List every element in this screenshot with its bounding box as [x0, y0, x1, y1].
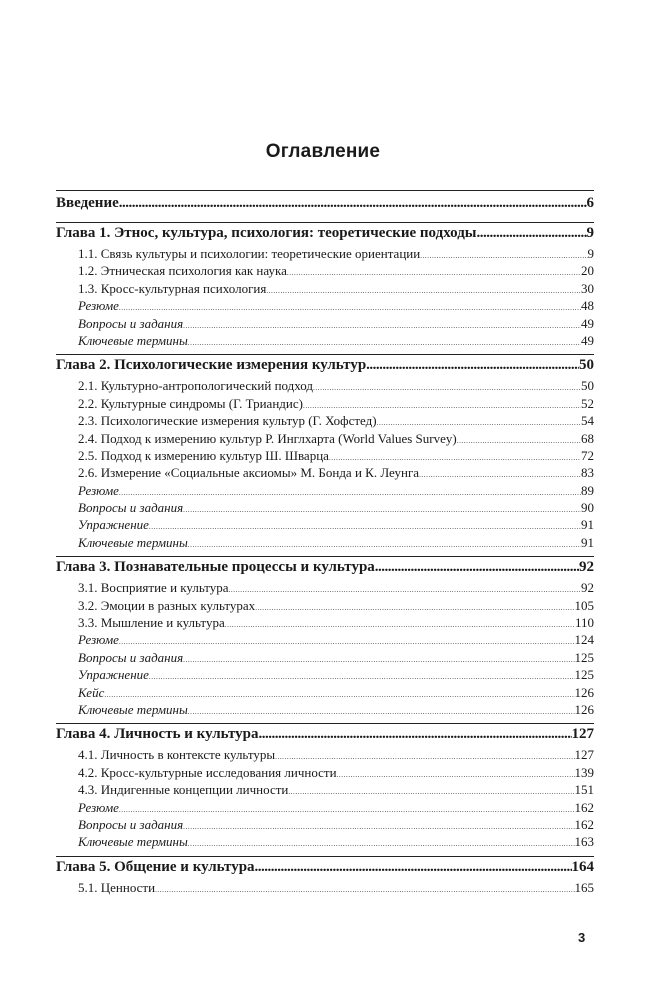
- entry-page: 162: [574, 799, 594, 815]
- toc-section-entry[interactable]: [56, 535, 594, 552]
- dot-leader: [287, 269, 581, 277]
- dot-leader: [119, 304, 581, 312]
- entry-page: 48: [581, 298, 594, 314]
- table-of-contents: [56, 190, 594, 901]
- entry-page: 89: [581, 482, 594, 498]
- dot-leader: [188, 541, 581, 549]
- entry-page: 105: [574, 597, 594, 613]
- toc-section-entry[interactable]: [56, 765, 594, 782]
- entry-label: 3.3. Мышление и культура: [78, 615, 225, 631]
- dot-leader: [375, 559, 579, 576]
- entry-label: Ключевые термины: [78, 332, 188, 348]
- entry-label: Вопросы и задания: [78, 649, 184, 665]
- entry-label: Ключевые термины: [78, 701, 188, 717]
- dot-leader: [155, 886, 574, 894]
- entry-label: Вопросы и задания: [78, 816, 184, 832]
- entry-label: Резюме: [78, 482, 119, 498]
- dot-leader: [366, 357, 579, 374]
- toc-section-entry[interactable]: [56, 702, 594, 719]
- toc-chapter-block: [56, 723, 594, 855]
- entry-page: 162: [574, 816, 594, 832]
- entry-page: 90: [581, 500, 594, 516]
- entry-label: 2.6. Измерение «Социальные аксиомы» М. Бонда и К. Леунга: [78, 465, 420, 481]
- dot-leader: [229, 586, 581, 594]
- entry-page: 20: [581, 263, 594, 279]
- toc-section-entry[interactable]: [56, 413, 594, 430]
- entry-page: 125: [574, 649, 594, 665]
- entry-label: 3.1. Восприятие и культура: [78, 580, 229, 596]
- toc-section-entry[interactable]: [56, 667, 594, 684]
- entry-page: 127: [571, 726, 594, 743]
- entry-label: 4.1. Личность в контексте культуры: [78, 747, 276, 763]
- toc-section-entry[interactable]: [56, 800, 594, 817]
- dot-leader: [266, 287, 581, 295]
- dot-leader: [337, 771, 575, 779]
- entry-label: Кейс: [78, 684, 105, 700]
- dot-leader: [149, 523, 581, 531]
- toc-section-entry[interactable]: [56, 632, 594, 649]
- toc-section-entry[interactable]: [56, 685, 594, 702]
- entry-label: Введение: [56, 195, 119, 211]
- entry-page: 52: [581, 395, 594, 411]
- toc-section-entry[interactable]: [56, 281, 594, 298]
- toc-chapter-entry[interactable]: [56, 559, 594, 580]
- entry-page: 92: [581, 580, 594, 596]
- entry-label: Глава 1. Этнос, культура, психология: теоретические подходы: [56, 225, 477, 241]
- toc-section-entry[interactable]: [56, 517, 594, 534]
- dot-leader: [303, 402, 581, 410]
- entry-page: 127: [574, 747, 594, 763]
- entry-label: 1.1. Связь культуры и психологии: теоретические ориентации: [78, 246, 421, 261]
- entry-label: 4.3. Индигенные концепции личности: [78, 782, 289, 798]
- entry-page: 72: [581, 447, 594, 463]
- toc-section-entry[interactable]: [56, 817, 594, 834]
- entry-label: Ключевые термины: [78, 534, 188, 550]
- dot-leader: [457, 437, 581, 445]
- entry-label: 2.4. Подход к измерению культур Р. Инглхарта (World Values Survey): [78, 430, 457, 446]
- entry-label: Глава 3. Познавательные процессы и культура: [56, 559, 375, 576]
- dot-leader: [275, 753, 574, 761]
- dot-leader: [119, 806, 575, 814]
- toc-section-entry[interactable]: [56, 298, 594, 315]
- entry-page: 49: [581, 315, 594, 331]
- toc-section-entry[interactable]: [56, 316, 594, 333]
- toc-chapter-entry[interactable]: [56, 357, 594, 378]
- entry-label: Глава 4. Личность и культура: [56, 726, 259, 743]
- dot-leader: [188, 339, 581, 347]
- toc-chapter-block: [56, 354, 594, 556]
- toc-section-entry[interactable]: [56, 782, 594, 799]
- entry-page: 30: [581, 280, 594, 296]
- entry-label: 2.5. Подход к измерению культур Ш. Шварца: [78, 447, 329, 463]
- dot-leader: [119, 638, 575, 646]
- entry-page: 50: [579, 357, 594, 374]
- entry-label: 1.3. Кросс-культурная психология: [78, 280, 267, 296]
- toc-section-entry[interactable]: [56, 747, 594, 764]
- dot-leader: [477, 225, 587, 242]
- toc-section-entry[interactable]: [56, 431, 594, 448]
- toc-section-entry[interactable]: [56, 483, 594, 500]
- entry-label: 2.2. Культурные синдромы (Г. Триандис): [78, 395, 303, 411]
- entry-page: 165: [574, 879, 594, 895]
- entry-page: 124: [574, 632, 594, 648]
- toc-intro-entry[interactable]: [56, 195, 594, 216]
- toc-section-entry[interactable]: [56, 598, 594, 615]
- entry-page: 92: [579, 559, 594, 576]
- dot-leader: [188, 708, 575, 716]
- entry-page: 110: [574, 615, 594, 631]
- entry-label: Резюме: [78, 632, 119, 648]
- entry-label: 2.1. Культурно-антропологический подход: [78, 378, 314, 394]
- entry-page: 54: [581, 413, 594, 429]
- dot-leader: [104, 691, 574, 699]
- entry-label: Вопросы и задания: [78, 315, 184, 331]
- page-number: 3: [578, 930, 586, 945]
- entry-page: 9: [587, 246, 594, 261]
- page-title: Оглавление: [265, 141, 381, 162]
- toc-section-entry[interactable]: [56, 500, 594, 517]
- entry-label: Ключевые термины: [78, 834, 188, 850]
- dot-leader: [183, 823, 574, 831]
- entry-label: Резюме: [78, 298, 119, 314]
- toc-chapter-block: [56, 856, 594, 901]
- toc-section-entry[interactable]: [56, 650, 594, 667]
- entry-page: 139: [574, 764, 594, 780]
- toc-section-entry[interactable]: [56, 246, 594, 263]
- dot-leader: [420, 252, 587, 260]
- dot-leader: [313, 384, 581, 392]
- entry-page: 125: [574, 667, 594, 683]
- entry-label: 3.2. Эмоции в разных культурах: [78, 597, 256, 613]
- entry-label: Упражнение: [78, 517, 149, 533]
- entry-label: Глава 2. Психологические измерения культур: [56, 357, 367, 374]
- toc-section-entry[interactable]: [56, 378, 594, 395]
- toc-intro-block: [56, 190, 594, 222]
- entry-page: 6: [586, 195, 594, 211]
- entry-page: 91: [581, 517, 594, 533]
- toc-section-entry[interactable]: [56, 465, 594, 482]
- toc-section-entry[interactable]: [56, 580, 594, 597]
- entry-page: 68: [581, 430, 594, 446]
- toc-chapters: [56, 222, 594, 901]
- entry-label: 4.2. Кросс-культурные исследования личности: [78, 764, 337, 780]
- entry-label: 1.2. Этническая психология как наука: [78, 263, 287, 279]
- entry-label: Вопросы и задания: [78, 500, 184, 516]
- dot-leader: [377, 419, 581, 427]
- dot-leader: [255, 604, 574, 612]
- entry-page: 49: [581, 332, 594, 348]
- toc-chapter-block: [56, 556, 594, 723]
- entry-label: Глава 5. Общение и культура: [56, 858, 255, 875]
- toc-section-entry[interactable]: [56, 448, 594, 465]
- dot-leader: [419, 471, 581, 479]
- toc-chapter-entry[interactable]: [56, 225, 594, 246]
- entry-page: 91: [581, 534, 594, 550]
- toc-chapter-entry[interactable]: [56, 726, 594, 747]
- toc-section-entry[interactable]: [56, 263, 594, 280]
- toc-section-entry[interactable]: [56, 396, 594, 413]
- toc-chapter-entry[interactable]: [56, 859, 594, 880]
- dot-leader: [255, 859, 572, 876]
- entry-label: 2.3. Психологические измерения культур (Г. Хофстед): [78, 413, 377, 429]
- toc-section-entry[interactable]: [56, 834, 594, 851]
- toc-section-entry[interactable]: [56, 615, 594, 632]
- toc-section-entry[interactable]: [56, 333, 594, 350]
- entry-label: Упражнение: [78, 667, 149, 683]
- dot-leader: [149, 673, 575, 681]
- dot-leader: [119, 489, 581, 497]
- dot-leader: [259, 726, 572, 743]
- dot-leader: [225, 621, 575, 629]
- toc-section-entry[interactable]: [56, 880, 594, 897]
- entry-label: Резюме: [78, 799, 119, 815]
- entry-page: 163: [574, 834, 594, 850]
- entry-page: 126: [574, 701, 594, 717]
- dot-leader: [329, 454, 581, 462]
- entry-page: 9: [586, 225, 594, 241]
- dot-leader: [183, 322, 581, 330]
- entry-page: 164: [571, 858, 594, 875]
- entry-page: 83: [581, 465, 594, 481]
- dot-leader: [183, 506, 581, 514]
- toc-chapter-block: [56, 222, 594, 354]
- dot-leader: [119, 195, 587, 212]
- entry-page: 126: [574, 684, 594, 700]
- dot-leader: [183, 656, 574, 664]
- entry-page: 151: [574, 782, 594, 798]
- entry-label: 5.1. Ценности: [78, 879, 156, 895]
- dot-leader: [288, 788, 574, 796]
- entry-page: 50: [581, 378, 594, 394]
- dot-leader: [188, 840, 575, 848]
